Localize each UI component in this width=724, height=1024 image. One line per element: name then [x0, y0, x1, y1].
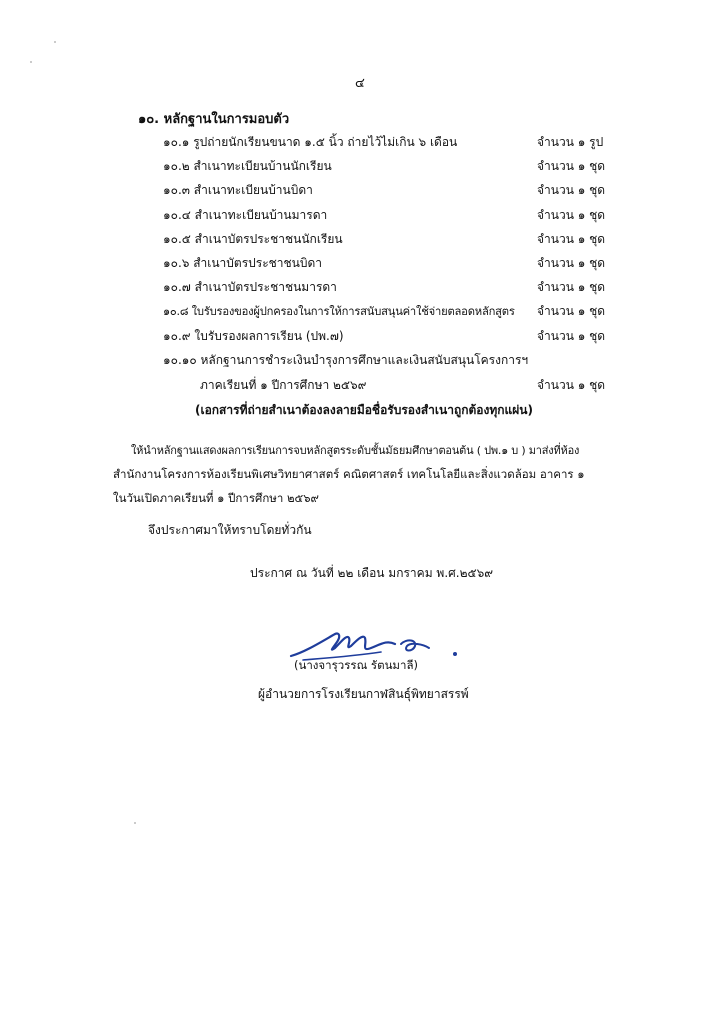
list-item-text: ๑๐.๔ สำเนาทะเบียนบ้านมารดา	[163, 208, 328, 222]
list-item-quantity: จำนวน ๑ ชุด	[537, 378, 606, 392]
list-item-quantity: จำนวน ๑ ชุด	[537, 329, 606, 343]
scan-speck	[134, 822, 136, 824]
list-item-continuation: ภาคเรียนที่ ๑ ปีการศึกษา ๒๕๖๙	[200, 378, 367, 392]
list-item-quantity: จำนวน ๑ ชุด	[537, 256, 606, 270]
list-item-quantity: จำนวน ๑ ชุด	[537, 232, 606, 246]
list-item-text: ๑๐.๕ สำเนาบัตรประชาชนนักเรียน	[163, 232, 343, 246]
list-item-quantity: จำนวน ๑ ชุด	[537, 304, 606, 318]
page-number: ๔	[355, 76, 365, 91]
list-item-text: ๑๐.๖ สำเนาบัตรประชาชนบิดา	[163, 256, 323, 270]
list-item-quantity: จำนวน ๑ ชุด	[537, 280, 606, 294]
scan-speck	[30, 61, 32, 63]
paragraph-line: ให้นำหลักฐานแสดงผลการเรียนการจบหลักสูตรระดับชั้นมัธยมศึกษาตอนต้น ( ปพ.๑ บ ) มาส่งที่ห้อง	[131, 444, 580, 457]
list-item-text: ๑๐.๙ ใบรับรองผลการเรียน (ปพ.๗)	[163, 329, 344, 343]
closing-statement: จึงประกาศมาให้ทราบโดยทั่วกัน	[148, 523, 312, 537]
list-item-quantity: จำนวน ๑ ชุด	[537, 183, 606, 197]
section-heading: ๑๐. หลักฐานในการมอบตัว	[138, 112, 290, 127]
list-item-text: ๑๐.๒ สำเนาทะเบียนบ้านนักเรียน	[163, 159, 332, 173]
list-item-quantity: จำนวน ๑ ชุด	[537, 208, 606, 222]
list-item-text: ๑๐.๗ สำเนาบัตรประชาชนมารดา	[163, 280, 337, 294]
list-item-text: ๑๐.๑๐ หลักฐานการชำระเงินบำรุงการศึกษาและเงินสนับสนุนโครงการฯ	[163, 353, 529, 367]
list-item-text: ๑๐.๓ สำเนาทะเบียนบ้านบิดา	[163, 183, 313, 197]
list-item-quantity: จำนวน ๑ รูป	[537, 135, 604, 149]
paragraph-line: สำนักงานโครงการห้องเรียนพิเศษวิทยาศาสตร์ คณิตศาสตร์ เทคโนโลยีและสิ่งแวดล้อม อาคาร ๑	[113, 467, 585, 481]
signer-name: (นางจารุวรรณ รัตนมาลี)	[294, 658, 419, 672]
paragraph-line: ในวันเปิดภาคเรียนที่ ๑ ปีการศึกษา ๒๕๖๙	[113, 491, 319, 505]
list-item-text: ๑๐.๑ รูปถ่ายนักเรียนขนาด ๑.๕ นิ้ว ถ่ายไว้ไม่เกิน ๖ เดือน	[163, 135, 458, 149]
list-item-quantity: จำนวน ๑ ชุด	[537, 159, 606, 173]
signer-title: ผู้อำนวยการโรงเรียนกาฬสินธุ์พิทยาสรรพ์	[258, 687, 469, 701]
announcement-date: ประกาศ ณ วันที่ ๒๒ เดือน มกราคม พ.ศ.๒๕๖๙	[250, 566, 493, 580]
scan-speck	[54, 41, 56, 43]
certification-note: (เอกสารที่ถ่ายสำเนาต้องลงลายมือชื่อรับรองสำเนาถูกต้องทุกแผ่น)	[195, 403, 533, 417]
list-item-text: ๑๐.๘ ใบรับรองของผู้ปกครองในการให้การสนับสนุนค่าใช้จ่ายตลอดหลักสูตร	[163, 305, 515, 318]
